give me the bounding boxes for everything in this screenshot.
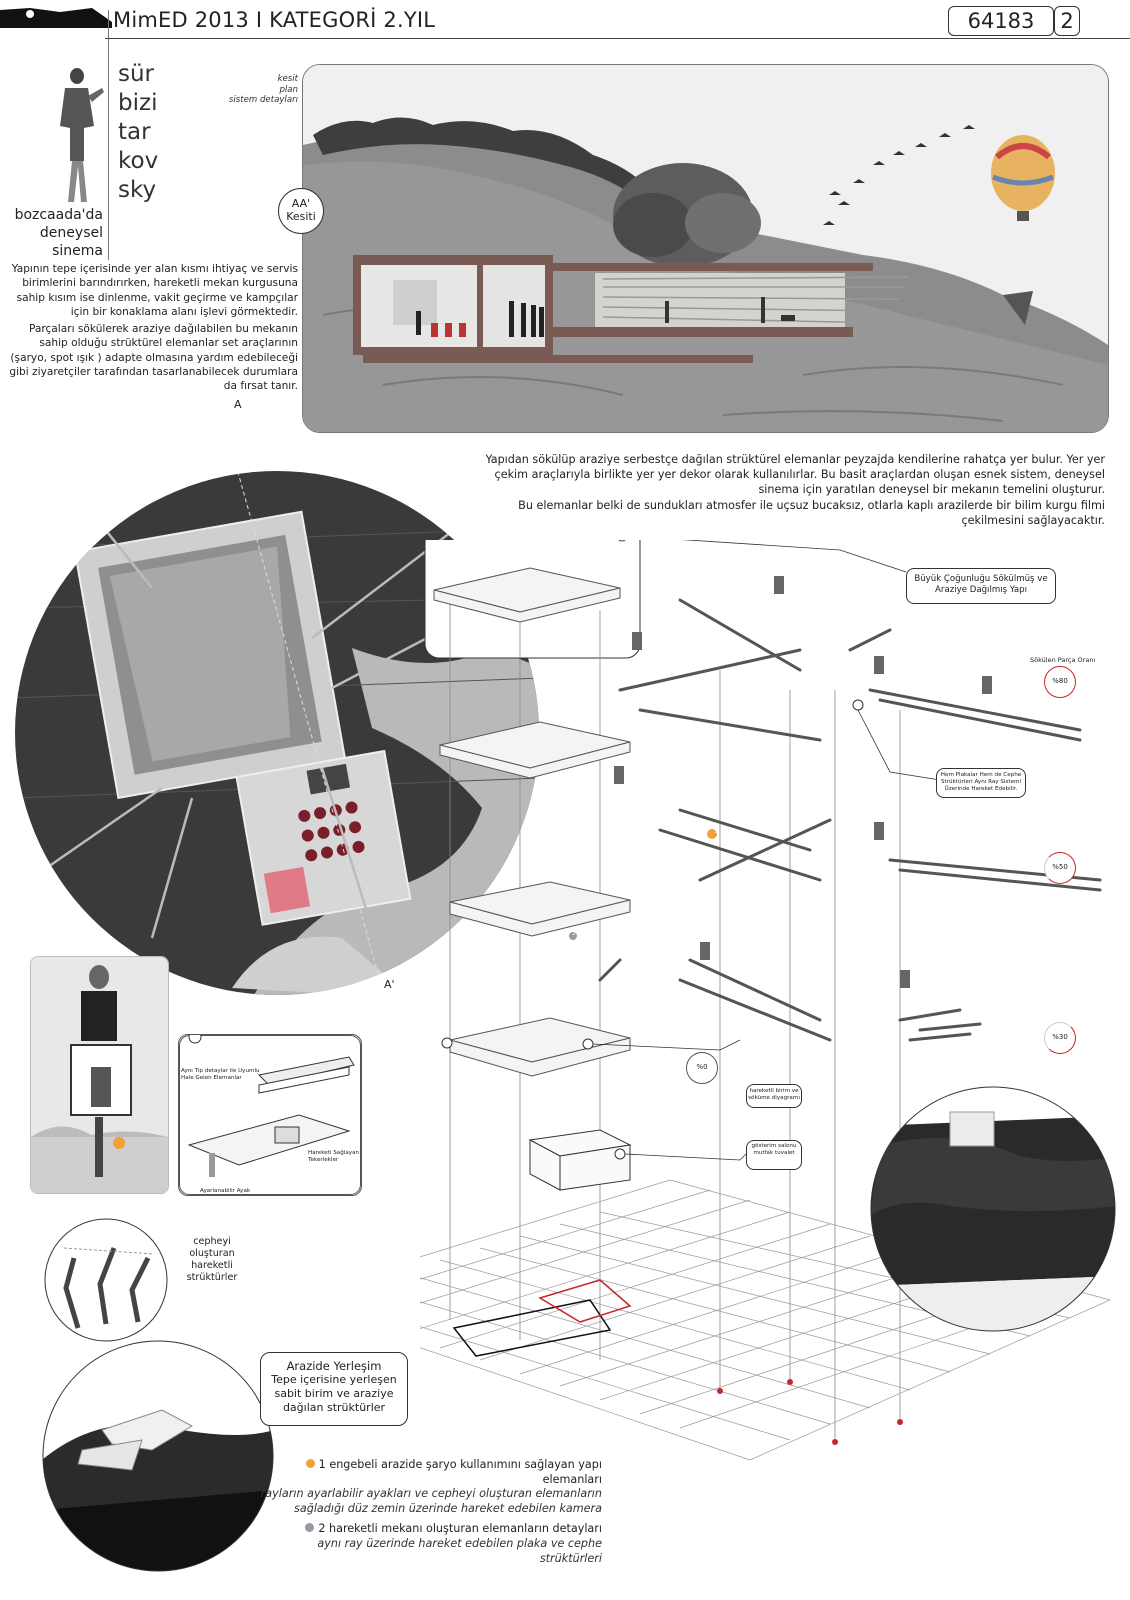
model-photo-right	[870, 1086, 1116, 1332]
section-badge-subtitle: Kesiti	[286, 210, 316, 223]
site-title: Arazide Yerleşim	[286, 1359, 382, 1373]
ratio-badge-50: %50	[1044, 852, 1076, 884]
legend-item	[258, 1522, 602, 1566]
section-badge-title: AA'	[291, 197, 311, 210]
legend-title-1: 1 engebeli arazide şaryo kullanımını sağlayan yapı elemanları	[258, 1458, 602, 1487]
site-text: Tepe içerisine yerleşen sabit birim ve araziye dağılan strüktürler	[271, 1373, 397, 1414]
legend-text-1: rayların ayarlabilir ayakları ve cepheyi oluşturan elemanların sağladığı düz zemin üzerinde hareket edebilen kamera	[260, 1487, 602, 1515]
intro-text	[6, 262, 298, 397]
header-rule	[105, 38, 1130, 39]
director-portrait	[50, 66, 108, 206]
description-text	[480, 452, 1105, 528]
facade-label-line: strüktürler	[186, 1272, 238, 1283]
marker-1: 1	[714, 828, 718, 835]
section-label: plan	[279, 84, 298, 95]
brand-logo	[0, 4, 112, 28]
facade-label	[172, 1236, 252, 1284]
ratio-badge-30: %30	[1044, 1022, 1076, 1054]
facade-label-line: oluşturan	[189, 1248, 235, 1259]
section-labels	[218, 74, 298, 106]
section-label: kesit	[277, 74, 298, 84]
facade-label-line: hareketli	[191, 1260, 233, 1271]
callout-fixed-unit: gösterim salonu mutfak tuvalet	[746, 1140, 802, 1170]
title-word: tar	[118, 119, 151, 145]
wheel-detail-label: Hareketi Sağlayan Tekerlekler	[308, 1150, 360, 1163]
model-photo-left	[42, 1340, 274, 1572]
entry-number: 64183	[948, 6, 1054, 36]
intro-paragraph: Parçaları sökülerek araziye dağılabilen bu mekanın sahip olduğu strüktürel elemanlar set araçlarının (şaryo, spot ışık ) adapte olmasına yardım edebileceği gibi ziyaretçiler tarafından tasarlanabilecek durumlara da fırsat tanır.	[9, 323, 298, 393]
title-word: kov	[118, 148, 159, 174]
callout-moving-unit: hareketli birim ve söküme diyagramı	[746, 1084, 802, 1108]
facade-detail-circle	[44, 1218, 168, 1342]
subtitle-line: sinema	[52, 243, 103, 259]
marker-2: 2	[572, 931, 576, 937]
orange-dot-icon	[306, 1459, 315, 1468]
cut-label-bottom: A'	[384, 978, 395, 991]
section-badge	[278, 188, 324, 234]
ratio-badge-80: %80	[1044, 666, 1076, 698]
project-subtitle	[8, 206, 103, 260]
header-title: MimED 2013 I KATEGORİ 2.YIL	[113, 8, 436, 32]
rail-detail-label: Aynı Tip detaylar ile Uyumlu Hale Gelen Elemanlar	[181, 1068, 260, 1081]
camera-dolly-photo	[30, 956, 169, 1194]
header-divider-vertical	[108, 10, 109, 260]
intro-paragraph: Yapının tepe içerisinde yer alan kısmı ihtiyaç ve servis birimlerini barındırırken, hareketli mekan kurgusuna sahip kısım ise dinlenme, vakit geçirme ve kampçılar için bir konaklama alanı işlevi görmektedir.	[11, 263, 298, 318]
foot-detail-label: Ayarlanabilir Ayak	[200, 1188, 251, 1194]
project-title	[118, 60, 158, 205]
rail-detail-drawing	[178, 1034, 362, 1196]
section-label: sistem detayları	[228, 95, 298, 105]
legend-item	[258, 1458, 602, 1516]
legend-text-2: aynı ray üzerinde hareket edebilen plaka ve cephe strüktürleri	[317, 1536, 602, 1565]
ratio-title: Sökülen Parça Oranı	[1030, 656, 1096, 664]
grey-dot-icon	[305, 1523, 314, 1532]
ratio-badge-0: %0	[686, 1052, 718, 1084]
title-word: sür	[118, 61, 155, 87]
title-word: sky	[118, 177, 157, 203]
title-word: bizi	[118, 90, 158, 116]
description-paragraph: Yapıdan sökülüp araziye serbestçe dağılan strüktürel elemanlar peyzajda kendilerine rahatça yer bulur. Yer yer çekim araçlarıyla birlikte yer yer dekor olarak kullanılırlar. Bu basit araçlardan oluşan esnek sistem, deneysel sinema için yaratılan deneysel bir mekanın temelini oluşturur.	[485, 453, 1105, 497]
page-number: 2	[1054, 6, 1080, 36]
callout-rail-system: Hem Plakalar Hem de Cephe Strüktürleri Aynı Ray Sistemi Üzerinde Hareket Edebilir.	[936, 768, 1026, 798]
legend	[258, 1458, 602, 1572]
subtitle-line: bozcaada'da	[14, 207, 103, 223]
exploded-axonometric	[420, 540, 1120, 1500]
subtitle-line: deneysel	[39, 225, 103, 241]
legend-title-2: 2 hareketli mekanı oluşturan elemanların detayları	[258, 1522, 602, 1537]
callout-dismantled: Büyük Çoğunluğu Sökülmüş ve Araziye Dağılmış Yapı	[906, 568, 1056, 604]
cut-label-top: A	[234, 398, 242, 411]
description-paragraph: Bu elemanlar belki de sundukları atmosfer ile uçsuz bucaksız, otlarla kaplı arazilerde bir bilim kurgu filmi çekilmesini sağlayacaktır.	[518, 498, 1105, 527]
section-rendering	[302, 64, 1109, 433]
site-placement-callout	[260, 1352, 408, 1426]
facade-label-line: cepheyi	[193, 1236, 231, 1247]
